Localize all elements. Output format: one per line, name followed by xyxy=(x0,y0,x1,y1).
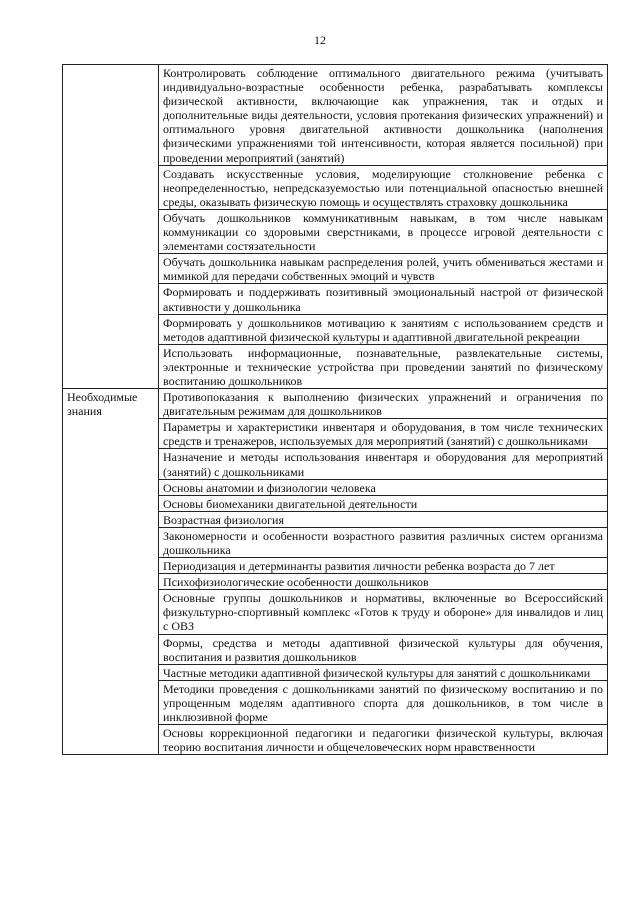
requirement-text: Частные методики адаптивной физической культуры для занятий с дошкольниками xyxy=(159,664,608,680)
table-row xyxy=(63,65,608,166)
requirement-text: Назначение и методы использования инвентаря и оборудования для мероприятий (занятий) с дошкольниками xyxy=(159,449,608,479)
requirement-text: Основные группы дошкольников и нормативы, включенные во Всероссийский физкультурно-спортивный комплекс «Готов к труду и обороне» для инвалидов и лиц с ОВЗ xyxy=(159,590,608,634)
requirement-text: Закономерности и особенности возрастного развития различных систем организма дошкольника xyxy=(159,527,608,557)
requirement-text: Использовать информационные, познавательные, развлекательные системы, электронные и технические устройства при проведении занятий по физическому воспитанию дошкольников xyxy=(159,344,608,388)
standard-table xyxy=(62,64,608,755)
section-label-empty xyxy=(63,65,159,389)
requirement-text: Периодизация и детерминанты развития личности ребенка возраста до 7 лет xyxy=(159,558,608,574)
requirement-text: Формировать у дошкольников мотивацию к занятиям с использованием средств и методов адаптивной физической культуры и адаптивной двигательной рекреации xyxy=(159,314,608,344)
requirement-text: Формировать и поддерживать позитивный эмоциональный настрой от физической активности у дошкольника xyxy=(159,284,608,314)
requirement-text: Методики проведения с дошкольниками занятий по физическому воспитанию и по упрощенным моделям адаптивного спорта для дошкольников, в том числе в инклюзивной форме xyxy=(159,680,608,724)
requirement-text: Обучать дошкольника навыкам распределения ролей, учить обмениваться жестами и мимикой для передачи собственных эмоций и чувств xyxy=(159,254,608,284)
section-label: Необходимые знания xyxy=(63,389,159,755)
requirement-text: Основы анатомии и физиологии человека xyxy=(159,479,608,495)
requirement-text: Основы биомеханики двигательной деятельности xyxy=(159,495,608,511)
requirement-text: Противопоказания к выполнению физических упражнений и ограничения по двигательным режимам для дошкольников xyxy=(159,389,608,419)
requirement-text: Обучать дошкольников коммуникативным навыкам, в том числе навыкам коммуникации со здоровыми сверстниками, в процессе игровой деятельности с элементами состязательности xyxy=(159,209,608,253)
page-number: 12 xyxy=(314,33,326,47)
requirement-text: Основы коррекционной педагогики и педагогики физической культуры, включая теорию воспитания личности и общечеловеческих норм нравственности xyxy=(159,725,608,755)
requirement-text: Параметры и характеристики инвентаря и оборудования, в том числе технических средств и тренажеров, используемых для мероприятий (занятий) с дошкольниками xyxy=(159,419,608,449)
requirement-text: Психофизиологические особенности дошкольников xyxy=(159,574,608,590)
requirement-text: Контролировать соблюдение оптимального двигательного режима (учитывать индивидуально-возрастные особенности ребенка, разрабатывать комплексы физической активности, включающие как упражнения, так и отдых и дополнительные виды деятельности, условия протекания физических упражнений) и оптимального уровня двигательной активности дошкольника (наполнения физическими упражнениями той интенсивности, которая является посильной) при проведении мероприятий (занятий) xyxy=(159,65,608,166)
requirement-text: Возрастная физиология xyxy=(159,511,608,527)
table-row xyxy=(63,389,608,419)
requirement-text: Формы, средства и методы адаптивной физической культуры для обучения, воспитания и развития дошкольников xyxy=(159,634,608,664)
table-body xyxy=(63,65,608,755)
requirement-text: Создавать искусственные условия, моделирующие столкновение ребенка с неопределенностью, непредсказуемостью или потенциальной опасностью внешней среды, оказывать физическую помощь и осуществлять страховку дошкольника xyxy=(159,165,608,209)
